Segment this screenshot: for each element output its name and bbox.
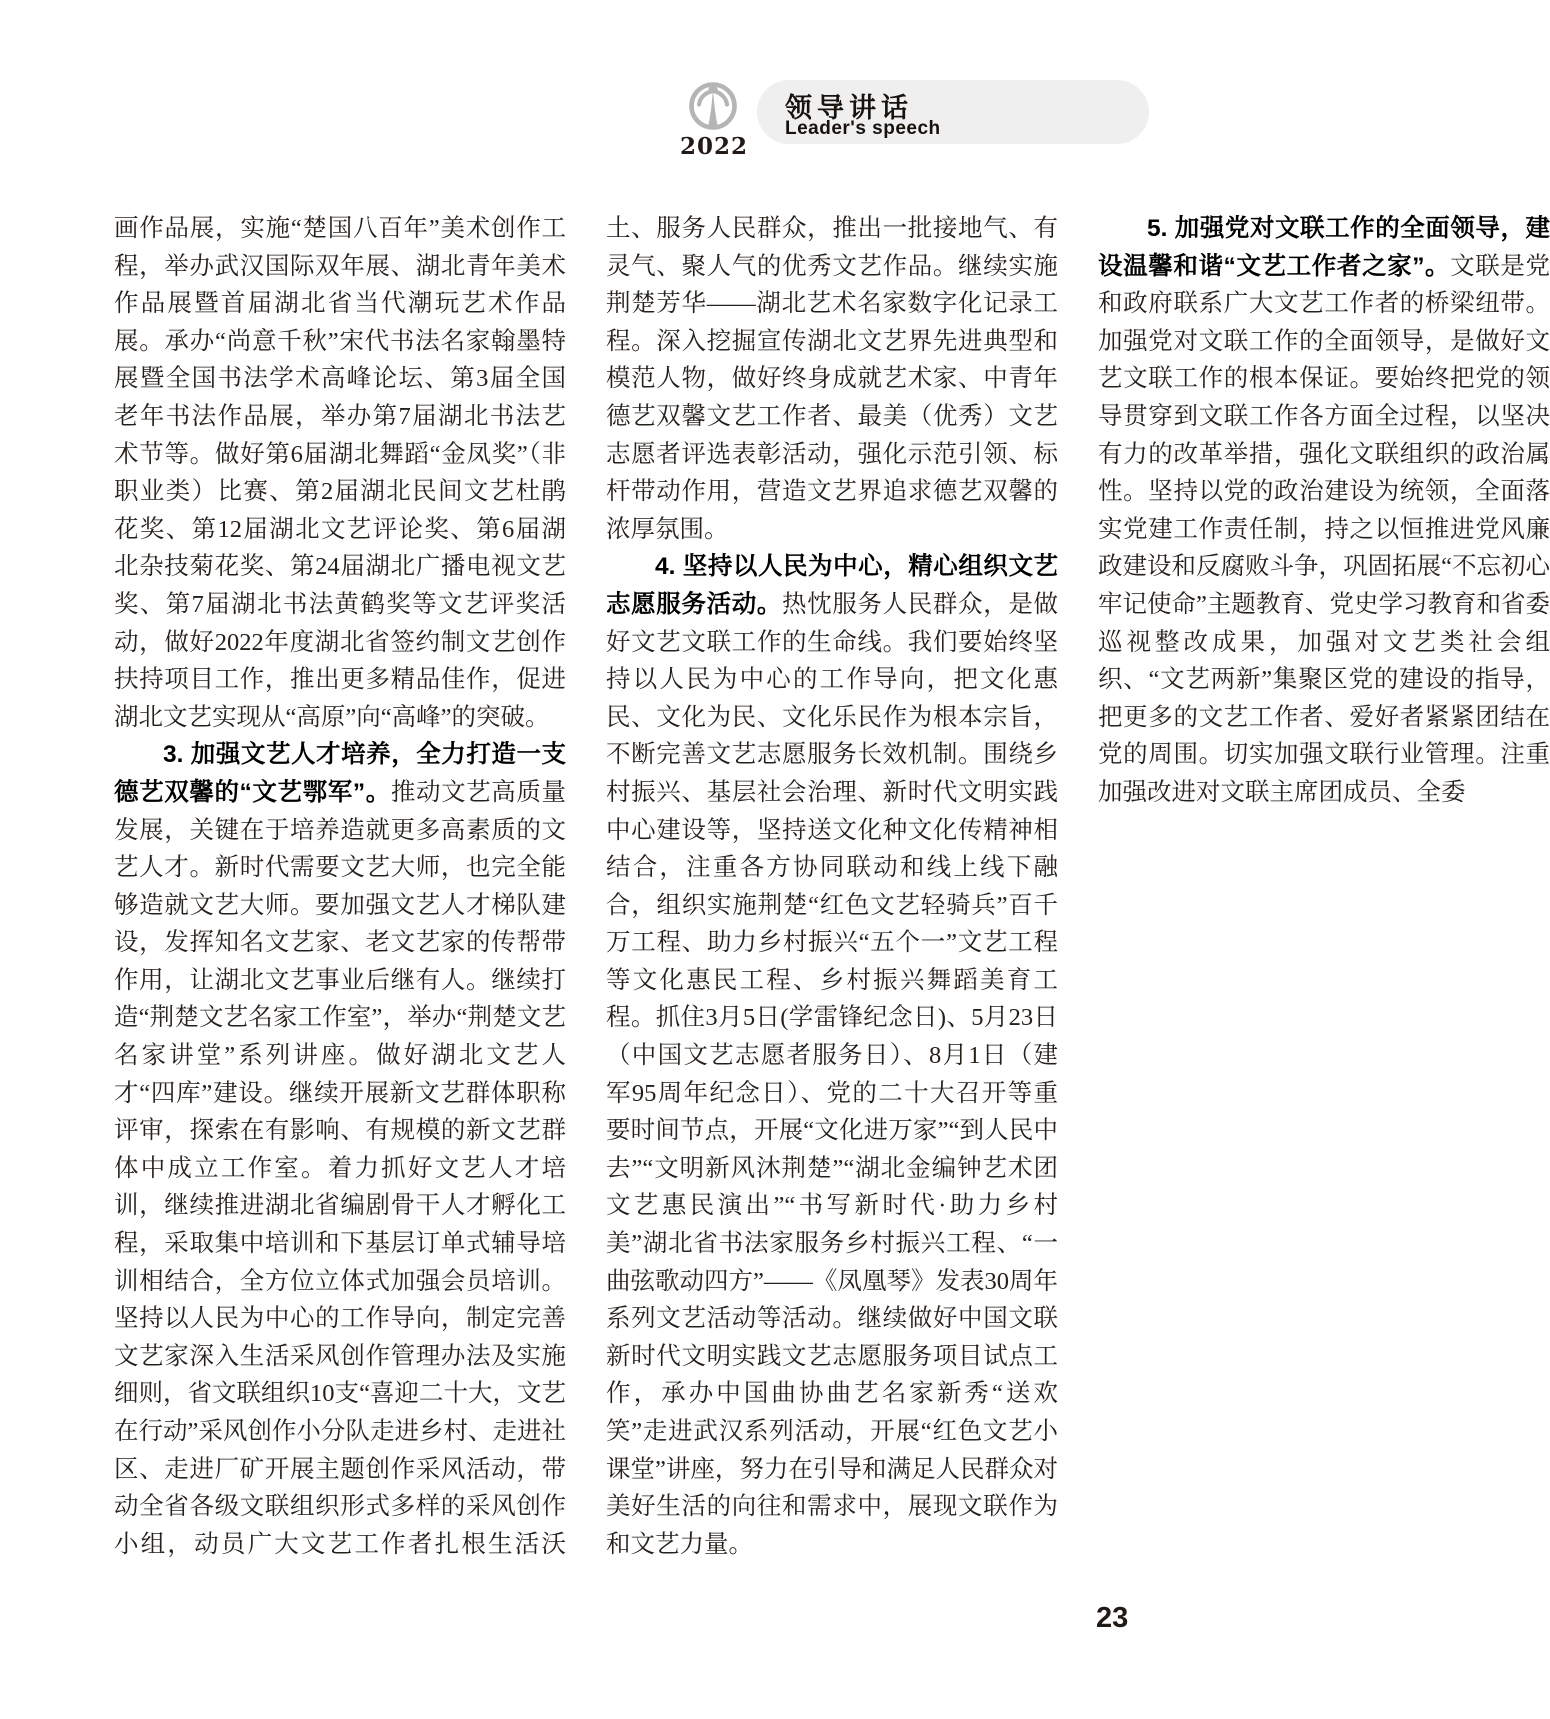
federation-logo	[688, 80, 740, 134]
paragraph	[606, 548, 1058, 1563]
emblem-icon	[688, 80, 740, 134]
paragraph-lead: 5. 加强党对文联工作的全面领导，建设温馨和谐“文艺工作者之家”。	[1098, 215, 1550, 280]
paragraph-lead: 4. 坚持以人民为中心，精心组织文艺志愿服务活动。	[606, 553, 1058, 618]
article-body	[114, 210, 1550, 1566]
paragraph-body: 画作品展，实施“楚国八百年”美术创作工程，举办武汉国际双年展、湖北青年美术作品展暨首届湖北省当代潮玩艺术作品展。承办“尚意千秋”宋代书法名家翰墨特展暨全国书法学术高峰论坛、第3届全国老年书法作品展，举办第7届湖北书法艺术节等。做好第6届湖北舞蹈“金凤奖”（非职业类）比赛、第2届湖北民间文艺杜鹃花奖、第12届湖北文艺评论奖、第6届湖北杂技菊花奖、第24届湖北广播电视文艺奖、第7届湖北书法黄鹤奖等文艺评奖活动，做好2022年度湖北省签约制文艺创作扶持项目工作，推出更多精品佳作，促进湖北文艺实现从“高原”向“高峰”的突破。	[114, 215, 566, 731]
paragraph-body: 热忱服务人民群众，是做好文艺文联工作的生命线。我们要始终坚持以人民为中心的工作导向，把文化惠民、文化为民、文化乐民作为根本宗旨，不断完善文艺志愿服务长效机制。围绕乡村振兴、基层社会治理、新时代文明实践中心建设等，坚持送文化种文化传精神相结合，注重各方协同联动和线上线下融合，组织实施荆楚“红色文艺轻骑兵”百千万工程、助力乡村振兴“五个一”文艺工程等文化惠民工程、乡村振兴舞蹈美育工程。抓住3月5日(学雷锋纪念日)、5月23日（中国文艺志愿者服务日）、8月1日（建军95周年纪念日）、党的二十大召开等重要时间节点，开展“文化进万家”“到人民中去”“文明新风沐荆楚”“湖北金编钟艺术团文艺惠民演出”“书写新时代·助力乡村美”湖北省书法家服务乡村振兴工程、“一曲弦歌动四方”——《凤凰琴》发表30周年系列文艺活动等活动。继续做好中国文联新时代文明实践文艺志愿服务项目试点工作，承办中国曲协曲艺名家新秀“送欢笑”走进武汉系列活动，开展“红色文艺小课堂”讲座，努力在引导和满足人民群众对美好生活的向往和需求中，展现文联作为和文艺力量。	[606, 590, 1059, 1558]
paragraph	[1098, 210, 1550, 812]
section-banner	[757, 80, 1149, 144]
paragraph	[114, 210, 566, 736]
section-title-zh: 领导讲话	[785, 93, 913, 123]
page-header	[0, 0, 1276, 180]
logo-year: 2022	[679, 133, 748, 160]
section-title-en: Leader's speech	[785, 118, 941, 139]
paragraph-body: 推动文艺高质量发展，关键在于培养造就更多高素质的文艺人才。新时代需要文艺大师，也完全能够造就文艺大师。要加强文艺人才梯队建设，发挥知名文艺家、老文艺家的传帮带作用，让湖北文艺事业后继有人。继续打造“荆楚文艺名家工作室”，举办“荆楚文艺名家讲堂”系列讲座。做好湖北文艺人才“四库”建设。继续开展新文艺群体职称评审，探索在有影响、有规模的新文艺群体中成立工作室。着力抓好文艺人才培训，继续推进湖北省编剧骨干人才孵化工程，采取集中培训和下基层订单式辅导培训相结合，全方位立体式加强会员培训。坚持以人民为中心的工作导向，制定完善文艺家深入生活采风创作管理办法及实施细则，省文联组织10支“喜迎二十大，文艺在行动”采风创作小分队走进乡村、走进社区、走进厂矿开展主题创作采风活动，带动全省各级文联组织形式多样的采风创作小组，动员广大文艺工作者扎根生活沃土、服务人民群众，推出一批接地气、有灵气、聚人气的优秀文艺作品。继续实施荆楚芳华——湖北艺术名家数字化记录工程。深入挖掘宣传湖北文艺界先进典型和模范人物，做好终身成就艺术家、中青年德艺双馨文艺工作者、最美（优秀）文艺志愿者评选表彰活动，强化示范引领、标杆带动作用，营造文艺界追求德艺双馨的浓厚氛围。	[114, 215, 1058, 1558]
paragraph-lead: 3. 加强文艺人才培养，全力打造一支德艺双馨的“文艺鄂军”。	[114, 741, 566, 806]
paragraph-body: 文联是党和政府联系广大文艺工作者的桥梁纽带。加强党对文联工作的全面领导，是做好文艺文联工作的根本保证。要始终把党的领导贯穿到文联工作各方面全过程，以坚决有力的改革举措，强化文联组织的政治属性。坚持以党的政治建设为统领，全面落实党建工作责任制，持之以恒推进党风廉政建设和反腐败斗争，巩固拓展“不忘初心 牢记使命”主题教育、党史学习教育和省委巡视整改成果，加强对文艺类社会组织、“文艺两新”集聚区党的建设的指导，把更多的文艺工作者、爱好者紧紧团结在党的周围。切实加强文联行业管理。注重加强改进对文联主席团成员、全委	[1098, 252, 1550, 806]
page-number: 23	[1096, 1602, 1129, 1634]
